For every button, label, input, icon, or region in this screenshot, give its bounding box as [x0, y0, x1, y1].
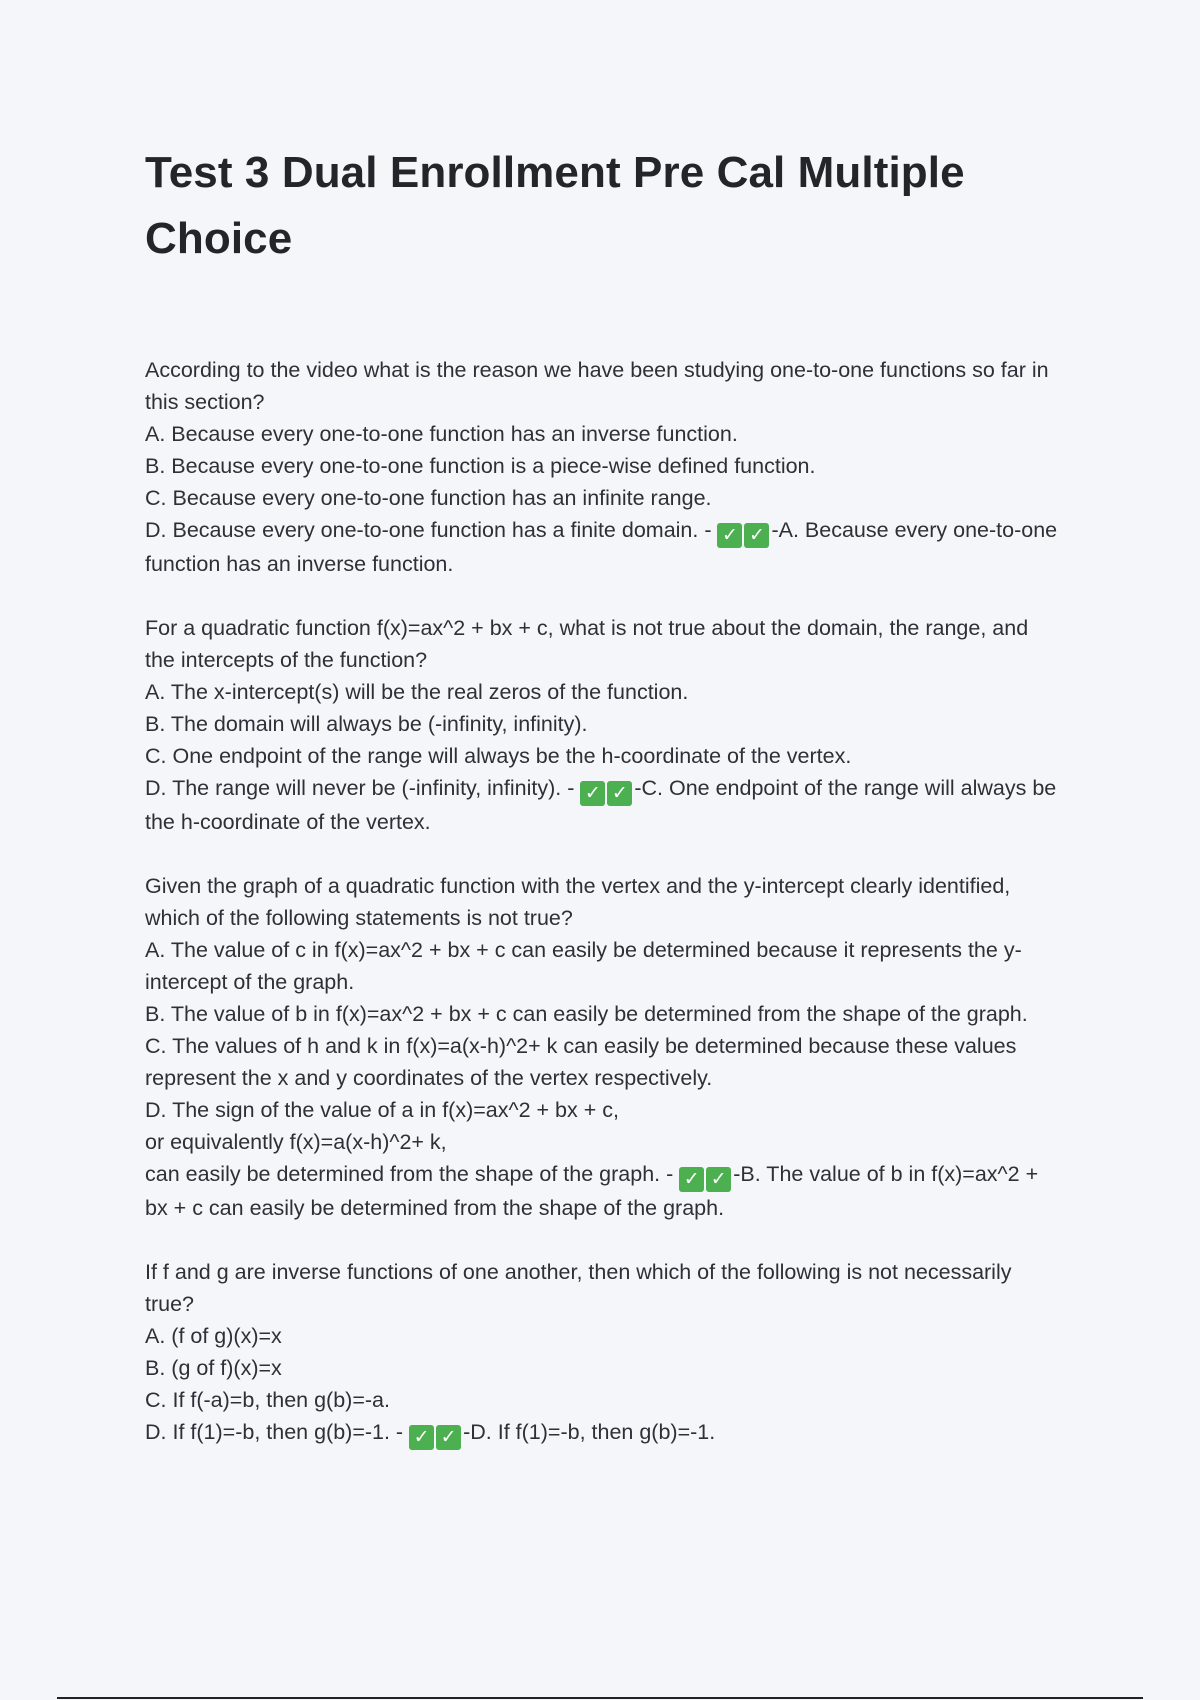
question-list — [145, 354, 1060, 1450]
question-4 — [145, 1256, 1060, 1450]
answer-line — [145, 514, 1060, 580]
answer-option: A. The x-intercept(s) will be the real zeros of the function. — [145, 680, 689, 704]
question-stem: Given the graph of a quadratic function with the vertex and the y-intercept clearly identified, which of the following statements is not true? — [145, 874, 1011, 930]
correct-answer-text: -C. One endpoint of the range will always be the h-coordinate of the vertex. — [145, 776, 1057, 834]
correct-answer-marker — [580, 776, 634, 804]
correct-answer-text: -D. If f(1)=-b, then g(b)=-1. — [463, 1420, 716, 1444]
answer-option: can easily be determined from the shape of the graph. - — [145, 1162, 674, 1186]
correct-answer-marker — [409, 1420, 463, 1448]
check-mark-icon: ✓ — [679, 1167, 704, 1192]
answer-option: D. If f(1)=-b, then g(b)=-1. - — [145, 1420, 404, 1444]
answer-line — [145, 772, 1060, 838]
question-1 — [145, 354, 1060, 580]
document-page — [145, 140, 1060, 1482]
answer-option: B. (g of f)(x)=x — [145, 1356, 282, 1380]
check-mark-icon: ✓ — [580, 781, 605, 806]
answer-option: C. One endpoint of the range will always be the h-coordinate of the vertex. — [145, 744, 852, 768]
answer-option: C. Because every one-to-one function has an infinite range. — [145, 486, 712, 510]
check-mark-icon: ✓ — [717, 523, 742, 548]
answer-option: B. The value of b in f(x)=ax^2 + bx + c can easily be determined from the shape of the graph. — [145, 1002, 1028, 1026]
question-3 — [145, 870, 1060, 1224]
answer-option: A. Because every one-to-one function has an inverse function. — [145, 422, 738, 446]
check-mark-icon: ✓ — [706, 1167, 731, 1192]
check-mark-icon: ✓ — [744, 523, 769, 548]
answer-option: B. The domain will always be (-infinity, infinity). — [145, 712, 588, 736]
document-title: Test 3 Dual Enrollment Pre Cal Multiple Choice — [145, 148, 965, 263]
answer-option: B. Because every one-to-one function is a piece-wise defined function. — [145, 454, 816, 478]
correct-answer-marker — [717, 518, 771, 546]
correct-answer-text: -B. The value of b in f(x)=ax^2 + bx + c can easily be determined from the shape of the graph. — [145, 1162, 1039, 1220]
question-stem: According to the video what is the reason we have been studying one-to-one functions so far in this section? — [145, 358, 1049, 414]
question-2 — [145, 612, 1060, 838]
page-bottom-divider — [57, 1697, 1143, 1699]
question-stem: For a quadratic function f(x)=ax^2 + bx + c, what is not true about the domain, the range, and the intercepts of the function? — [145, 616, 1029, 672]
answer-option: D. The sign of the value of a in f(x)=ax^2 + bx + c, — [145, 1098, 619, 1122]
answer-option: or equivalently f(x)=a(x-h)^2+ k, — [145, 1130, 447, 1154]
question-stem: If f and g are inverse functions of one another, then which of the following is not necessarily true? — [145, 1260, 1012, 1316]
correct-answer-text: -A. Because every one-to-one function has an inverse function. — [145, 518, 1058, 576]
answer-option: D. Because every one-to-one function has a finite domain. - — [145, 518, 712, 542]
correct-answer-marker — [679, 1162, 733, 1190]
check-mark-icon: ✓ — [409, 1425, 434, 1450]
answer-option: C. If f(-a)=b, then g(b)=-a. — [145, 1388, 390, 1412]
answer-line — [145, 1416, 1060, 1450]
answer-option: D. The range will never be (-infinity, infinity). - — [145, 776, 575, 800]
check-mark-icon: ✓ — [607, 781, 632, 806]
answer-line — [145, 1158, 1060, 1224]
check-mark-icon: ✓ — [436, 1425, 461, 1450]
answer-option: C. The values of h and k in f(x)=a(x-h)^2+ k can easily be determined because these values represent the x and y coordinates of the vertex respectively. — [145, 1034, 1017, 1090]
answer-option: A. The value of c in f(x)=ax^2 + bx + c can easily be determined because it represents the y-intercept of the graph. — [145, 938, 1022, 994]
answer-option: A. (f of g)(x)=x — [145, 1324, 282, 1348]
